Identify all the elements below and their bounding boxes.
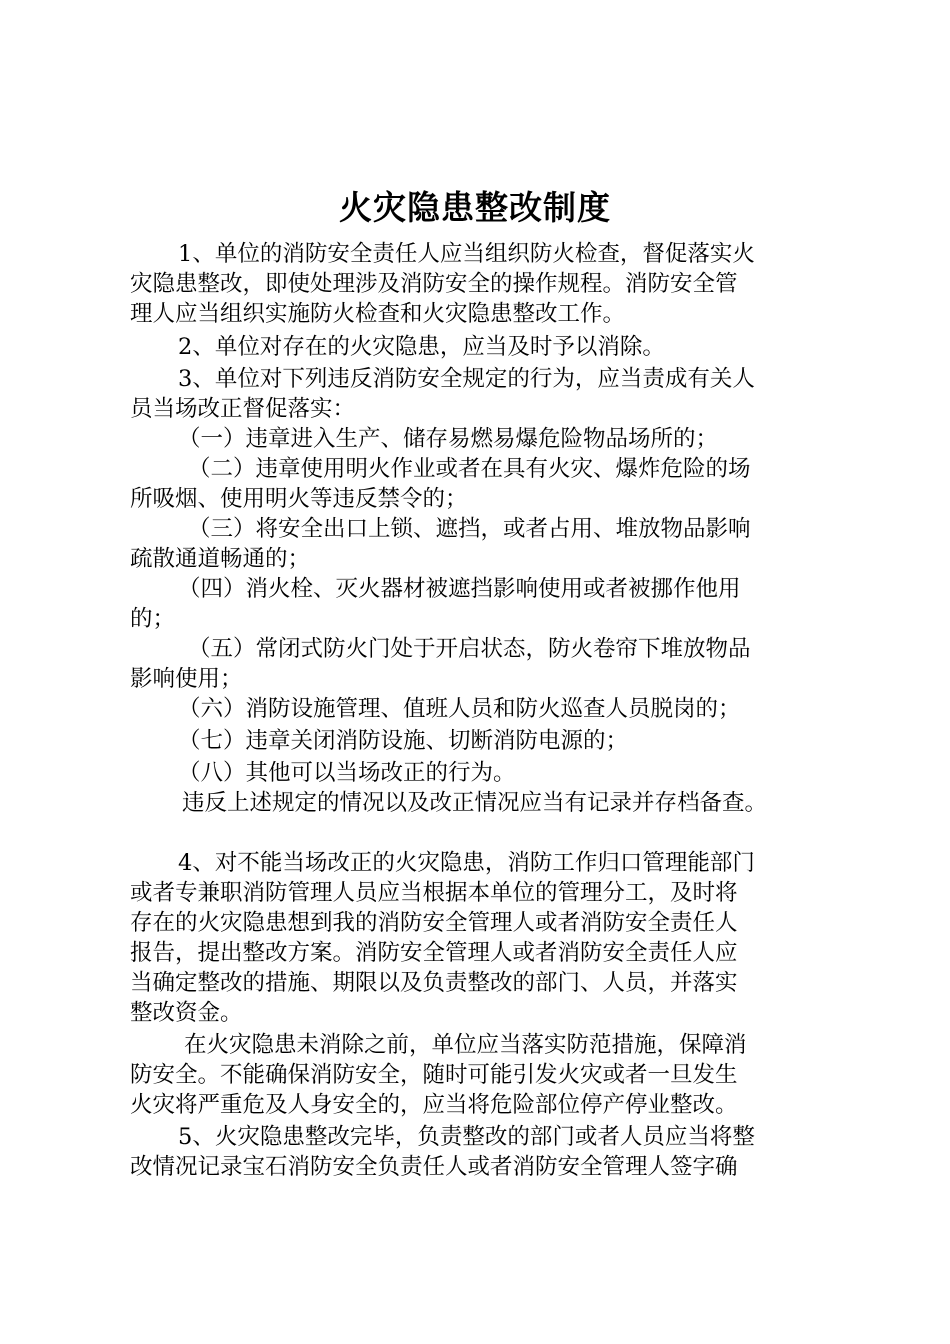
paragraph-line: （四）消火栓、灭火器材被遮挡影响使用或者被挪作他用 bbox=[178, 576, 741, 602]
paragraph-line: （一）违章进入生产、储存易燃易爆危险物品场所的； bbox=[178, 426, 719, 452]
paragraph-line: 报告，提出整改方案。消防安全管理人或者消防安全责任人应 bbox=[130, 940, 738, 966]
paragraph-line: 或者专兼职消防管理人员应当根据本单位的管理分工，及时将 bbox=[130, 880, 738, 906]
paragraph-line: （三）将安全出口上锁、遮挡，或者占用、堆放物品影响 bbox=[188, 516, 751, 542]
paragraph-line: 5、火灾隐患整改完毕，负责整改的部门或者人员应当将整 bbox=[178, 1124, 755, 1150]
paragraph-line: 防安全。不能确保消防安全，随时可能引发火灾或者一旦发生 bbox=[130, 1062, 738, 1088]
paragraph-line: 火灾将严重危及人身安全的，应当将危险部位停产停业整改。 bbox=[130, 1092, 738, 1118]
paragraph-line: 疏散通道畅通的； bbox=[130, 546, 311, 572]
paragraph-line: 4、对不能当场改正的火灾隐患，消防工作归口管理能部门 bbox=[178, 850, 755, 876]
paragraph-line: （七）违章关闭消防设施、切断消防电源的； bbox=[178, 728, 629, 754]
paragraph-line: （二）违章使用明火作业或者在具有火灾、爆炸危险的场 bbox=[188, 456, 751, 482]
document-title: 火灾隐患整改制度 bbox=[339, 188, 611, 227]
paragraph-line: （六）消防设施管理、值班人员和防火巡查人员脱岗的； bbox=[178, 696, 741, 722]
paragraph-line: 灾隐患整改，即使处理涉及消防安全的操作规程。消防安全管 bbox=[130, 271, 738, 297]
paragraph-line: 影响使用； bbox=[130, 666, 243, 692]
paragraph-line: 所吸烟、使用明火等违反禁令的； bbox=[130, 486, 468, 512]
paragraph-line: 违反上述规定的情况以及改正情况应当有记录并存档备查。 bbox=[182, 790, 768, 816]
paragraph-line: 的； bbox=[130, 606, 176, 632]
paragraph-line: 1、单位的消防安全责任人应当组织防火检查，督促落实火 bbox=[178, 241, 755, 267]
paragraph-line: 存在的火灾隐患想到我的消防安全管理人或者消防安全责任人 bbox=[130, 910, 738, 936]
paragraph-line: 整改资金。 bbox=[130, 1000, 243, 1026]
paragraph-line: 在火灾隐患未消除之前，单位应当落实防范措施，保障消 bbox=[184, 1032, 747, 1058]
paragraph-line: （五）常闭式防火门处于开启状态，防火卷帘下堆放物品 bbox=[188, 636, 751, 662]
paragraph-line: 2、单位对存在的火灾隐患，应当及时予以消除。 bbox=[178, 334, 665, 360]
paragraph-line: 3、单位对下列违反消防安全规定的行为，应当责成有关人 bbox=[178, 366, 755, 392]
paragraph-line: 当确定整改的措施、期限以及负责整改的部门、人员，并落实 bbox=[130, 970, 738, 996]
paragraph-line: 理人应当组织实施防火检查和火灾隐患整改工作。 bbox=[130, 301, 626, 327]
paragraph-line: 改情况记录宝石消防安全负责任人或者消防安全管理人签字确 bbox=[130, 1154, 738, 1180]
paragraph-line: （八）其他可以当场改正的行为。 bbox=[178, 760, 516, 786]
paragraph-line: 员当场改正督促落实： bbox=[130, 396, 356, 422]
